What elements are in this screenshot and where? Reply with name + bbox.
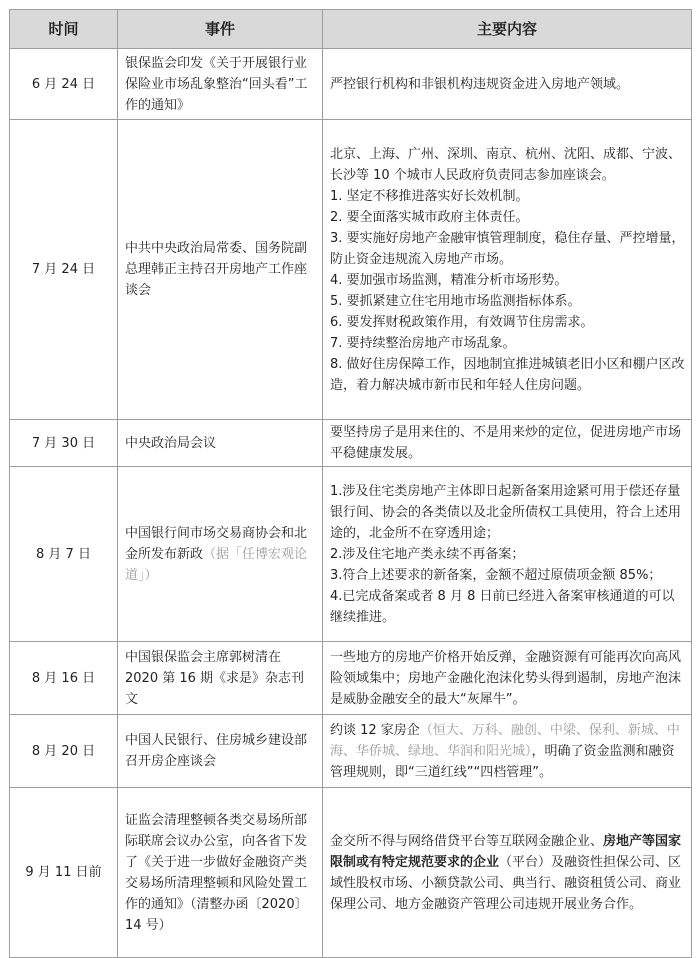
row-content bbox=[323, 120, 692, 420]
row-event: 中国银保监会主席郭树清在 2020 第 16 期《求是》杂志刊文 bbox=[118, 642, 323, 715]
row-event bbox=[118, 467, 323, 642]
content-text: 金交所不得与网络借贷平台等互联网金融企业、 bbox=[330, 833, 604, 849]
header-row bbox=[10, 10, 692, 49]
table-row bbox=[10, 715, 692, 788]
event-text: 中国银行间市场交易商协会和北金所发布新政 bbox=[125, 525, 308, 562]
row-content: 要坚持房子是用来住的、不是用来炒的定位，促进房地产市场平稳健康发展。 bbox=[323, 420, 692, 467]
list-item: 1. 坚定不移推进落实好长效机制。 bbox=[330, 188, 529, 204]
event-source-note: （据「任博宏观论道」） bbox=[125, 546, 308, 583]
header-date: 时间 bbox=[10, 10, 118, 49]
table-row bbox=[10, 420, 692, 467]
table-row bbox=[10, 788, 692, 958]
row-content bbox=[323, 715, 692, 788]
row-event: 银保监会印发《关于开展银行业保险业市场乱象整治“回头看”工作的通知》 bbox=[118, 49, 323, 120]
row-date: 8 月 20 日 bbox=[10, 715, 118, 788]
row-date: 7 月 24 日 bbox=[10, 120, 118, 420]
content-text: 约谈 12 家房企 bbox=[330, 722, 420, 738]
table-row bbox=[10, 49, 692, 120]
row-content bbox=[323, 467, 692, 642]
list-item: 6. 要发挥财税政策作用，有效调节住房需求。 bbox=[330, 314, 594, 330]
list-item: 4. 要加强市场监测，精准分析市场形势。 bbox=[330, 272, 568, 288]
row-event: 中国人民银行、住房城乡建设部召开房企座谈会 bbox=[118, 715, 323, 788]
content-intro: 北京、上海、广州、深圳、南京、杭州、沈阳、成都、宁波、长沙等 10 个城市人民政府负责同志参加座谈会。 bbox=[330, 146, 682, 183]
list-item: 2.涉及住宅地产类永续不再备案； bbox=[330, 546, 525, 562]
list-item: 8. 做好住房保障工作，因地制宜推进城镇老旧小区和棚户区改造，着力解决城市新市民和年轻人住房问题。 bbox=[330, 356, 685, 393]
row-event: 中央政治局会议 bbox=[118, 420, 323, 467]
list-item: 1.涉及住宅类房地产主体即日起新备案用途紧可用于偿还存量银行间、协会的各类债以及北金所债权工具使用，符合上述用途的，北金所不在穿透用途； bbox=[330, 483, 682, 541]
list-item: 2. 要全面落实城市政府主体责任。 bbox=[330, 209, 529, 225]
list-item: 5. 要抓紧建立住宅用地市场监测指标体系。 bbox=[330, 293, 581, 309]
row-content: 一些地方的房地产价格开始反弹，金融资源有可能再次向高风险领域集中；房地产金融化泡沫化势头得到遏制，房地产泡沫是威胁金融安全的最大“灰犀牛”。 bbox=[323, 642, 692, 715]
content-text: ，明确了资金监测和融资管理规则，即“三道红线”“四档管理”。 bbox=[330, 743, 675, 780]
row-date: 9 月 11 日前 bbox=[10, 788, 118, 958]
table-row bbox=[10, 120, 692, 420]
row-date: 8 月 16 日 bbox=[10, 642, 118, 715]
header-event: 事件 bbox=[118, 10, 323, 49]
row-content bbox=[323, 788, 692, 958]
table-row bbox=[10, 467, 692, 642]
row-date: 7 月 30 日 bbox=[10, 420, 118, 467]
company-list: （恒大、万科、融创、中梁、保利、新城、中海、华侨城、绿地、华润和阳光城） bbox=[330, 722, 680, 759]
row-date: 6 月 24 日 bbox=[10, 49, 118, 120]
list-item: 7. 要持续整治房地产市场乱象。 bbox=[330, 335, 516, 351]
row-content: 严控银行机构和非银机构违规资金进入房地产领域。 bbox=[323, 49, 692, 120]
row-date: 8 月 7 日 bbox=[10, 467, 118, 642]
header-content: 主要内容 bbox=[323, 10, 692, 49]
list-item: 4.已完成备案或者 8 月 8 日前已经进入备案审核通道的可以继续推进。 bbox=[330, 588, 675, 625]
content-emphasis: 房地产等国家限制或有特定规范要求的企业 bbox=[330, 833, 682, 870]
policy-timeline-table bbox=[9, 9, 692, 958]
row-event: 中共中央政治局常委、国务院副总理韩正主持召开房地产工作座谈会 bbox=[118, 120, 323, 420]
content-text: （平台）及融资性担保公司、区域性股权市场、小额贷款公司、典当行、融资租赁公司、商业保理公司、地方金融资产管理公司违规开展业务合作。 bbox=[330, 854, 682, 912]
row-event: 证监会清理整顿各类交易场所部际联席会议办公室，向各省下发了《关于进一步做好金融资产类交易场所清理整顿和风险处置工作的通知》（清整办函〔2020〕14 号） bbox=[118, 788, 323, 958]
list-item: 3. 要实施好房地产金融审慎管理制度，稳住存量、严控增量，防止资金违规流入房地产市场。 bbox=[330, 230, 685, 267]
table-row bbox=[10, 642, 692, 715]
list-item: 3.符合上述要求的新备案，金额不超过原债项金额 85%； bbox=[330, 567, 662, 583]
